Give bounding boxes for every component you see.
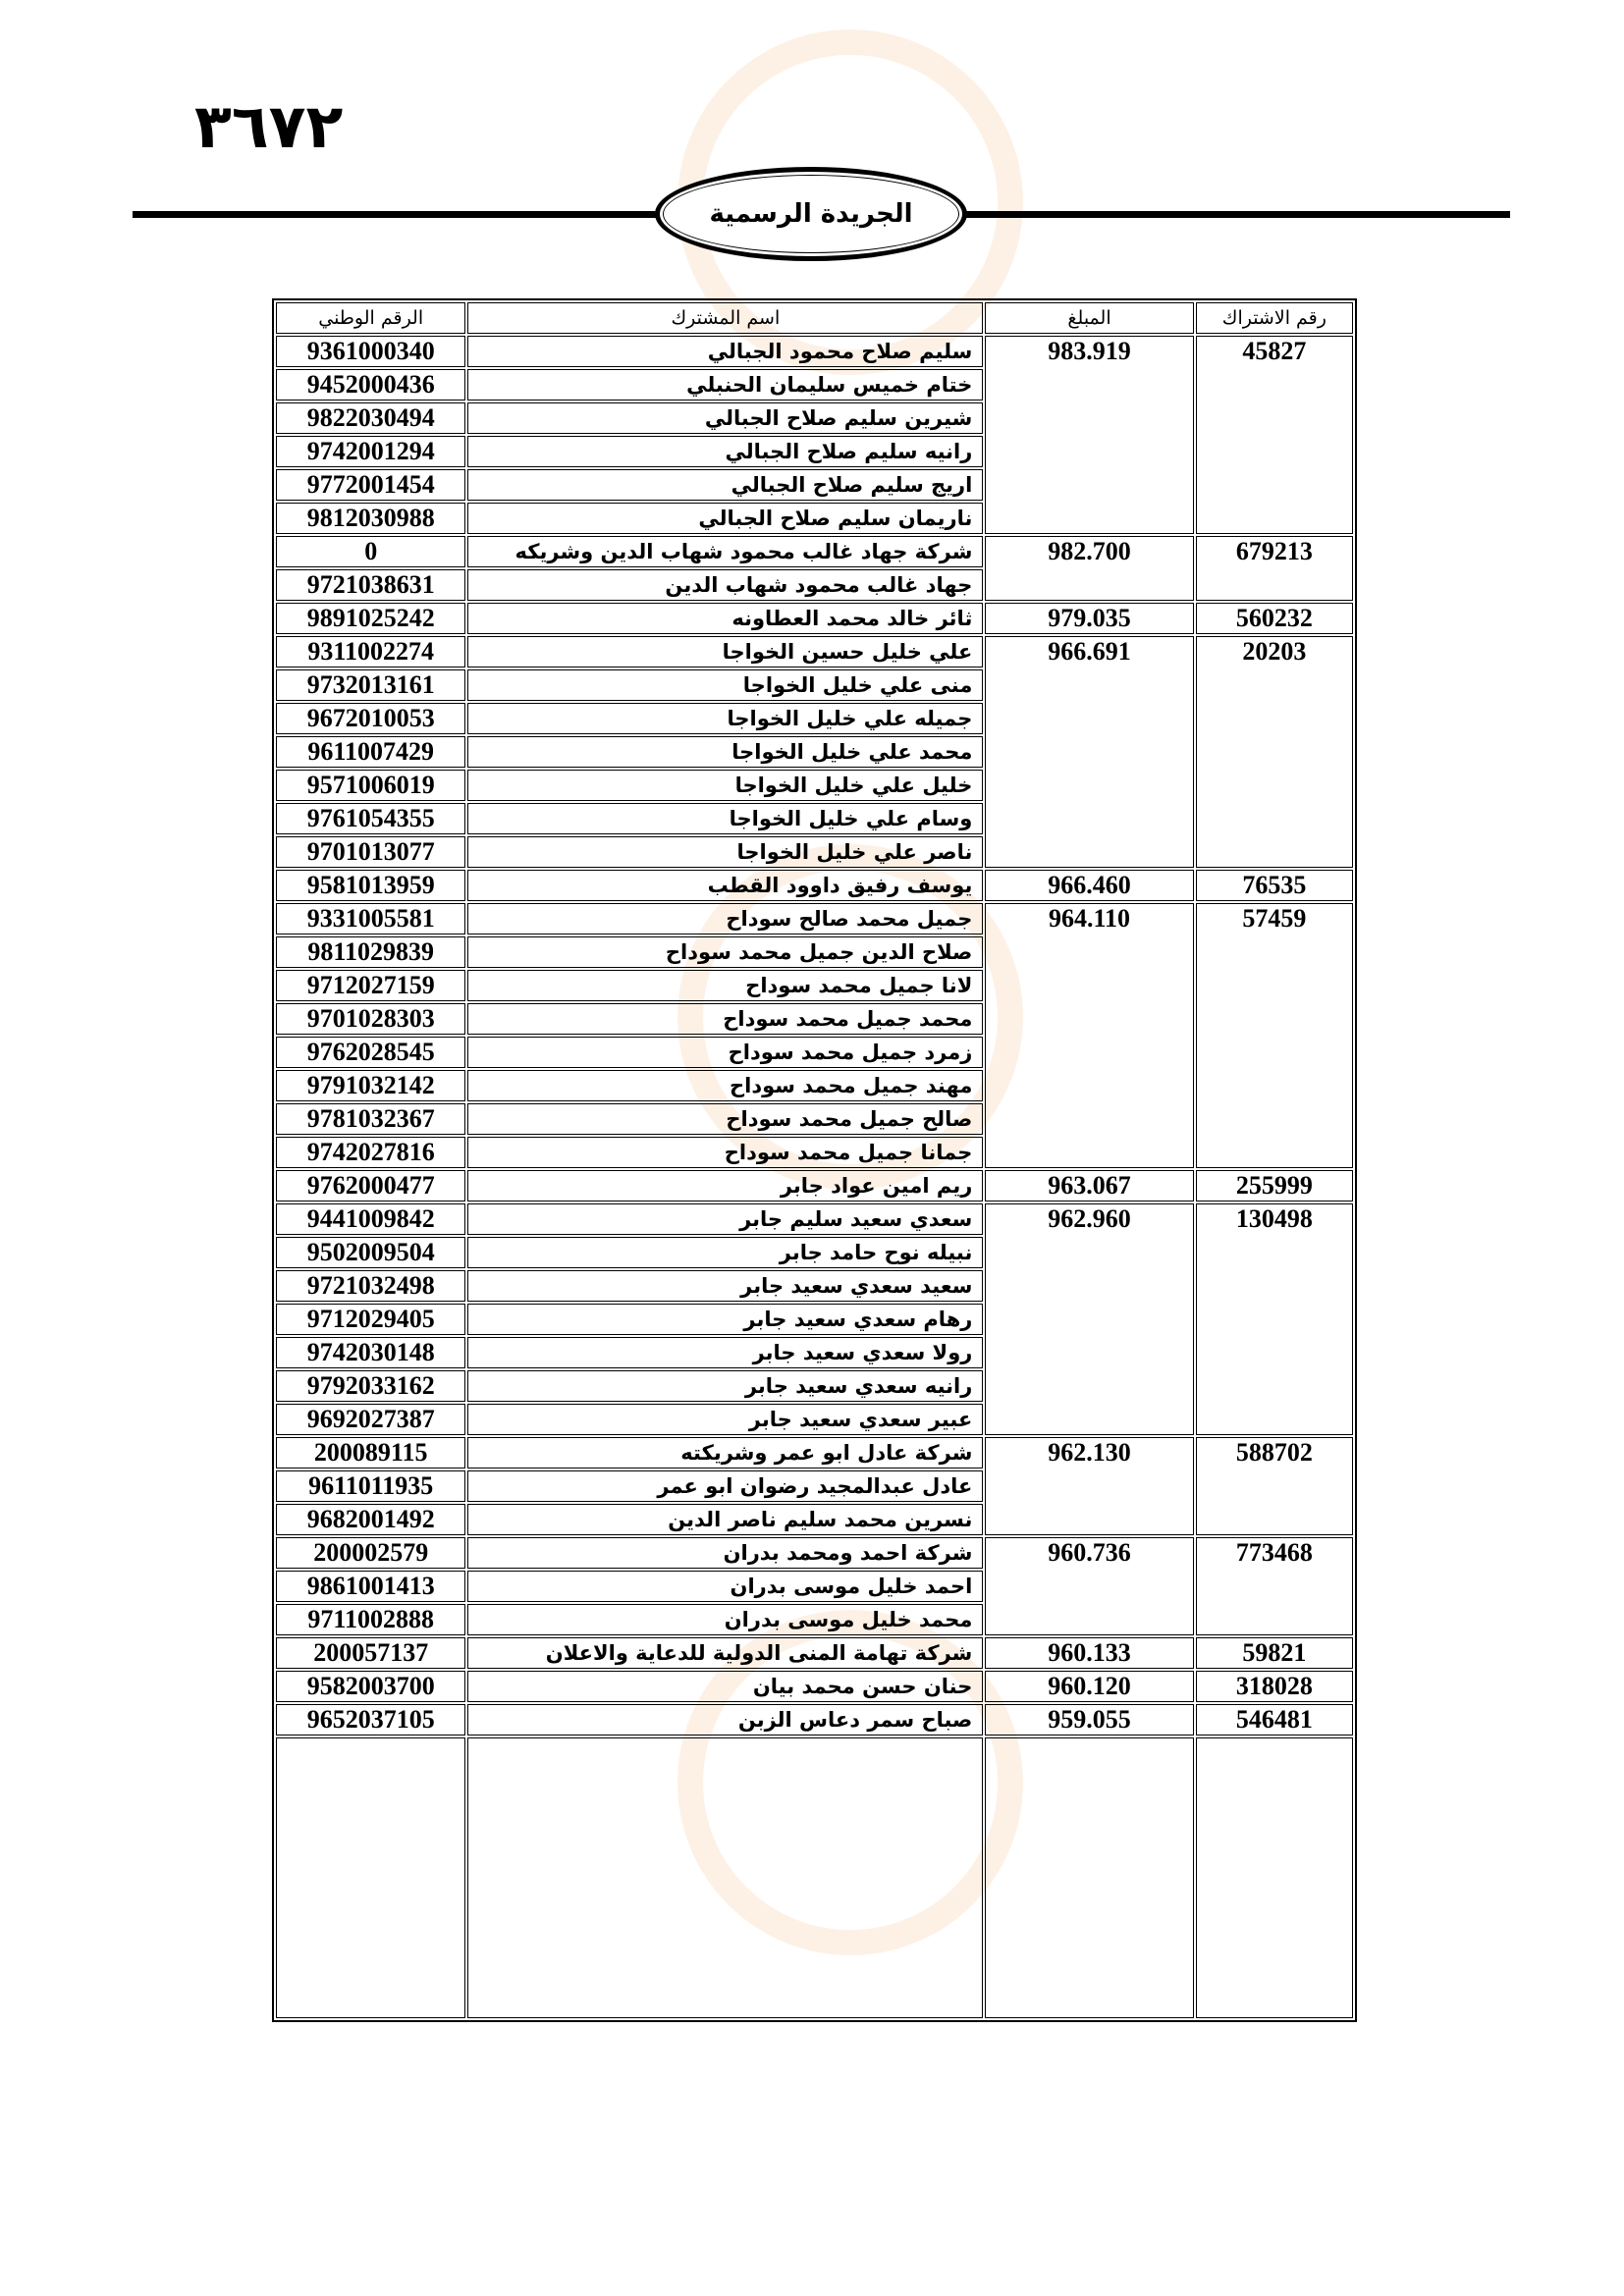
amount: 962.130 [985, 1437, 1193, 1535]
table-row [276, 1704, 1353, 1735]
national-id: 9762000477 [276, 1170, 465, 1201]
national-id: 9682001492 [276, 1504, 465, 1535]
empty-cell [985, 1737, 1193, 2018]
amount: 962.960 [985, 1203, 1193, 1435]
subscriber-name: يوسف رفيق داوود القطب [467, 870, 983, 901]
national-id: 9742001294 [276, 436, 465, 467]
amount: 963.067 [985, 1170, 1193, 1201]
national-id: 9761054355 [276, 803, 465, 834]
table-row [276, 1437, 1353, 1468]
national-id: 9452000436 [276, 369, 465, 400]
subscriber-name: نسرين محمد سليم ناصر الدين [467, 1504, 983, 1535]
national-id: 9762028545 [276, 1037, 465, 1068]
subscriber-name: مهند جميل محمد سوداح [467, 1070, 983, 1101]
table-row [276, 903, 1353, 934]
subscriber-name: نبيله نوح حامد جابر [467, 1237, 983, 1268]
subscriber-name: خليل علي خليل الخواجا [467, 770, 983, 801]
national-id: 9861001413 [276, 1571, 465, 1602]
amount: 960.133 [985, 1637, 1193, 1669]
national-id: 200089115 [276, 1437, 465, 1468]
subscriber-name: جميله علي خليل الخواجا [467, 703, 983, 734]
national-id: 9701013077 [276, 836, 465, 868]
table-row [276, 636, 1353, 667]
subscription-number: 59821 [1196, 1637, 1353, 1669]
national-id: 9811029839 [276, 936, 465, 968]
national-id: 9742027816 [276, 1137, 465, 1168]
table-body [276, 336, 1353, 2018]
empty-row [276, 1737, 1353, 2018]
national-id: 9721032498 [276, 1270, 465, 1302]
table-row [276, 1170, 1353, 1201]
amount: 983.919 [985, 336, 1193, 534]
subscriber-name: محمد خليل موسى بدران [467, 1604, 983, 1635]
amount: 960.120 [985, 1671, 1193, 1702]
subscriber-name: سعدي سعيد سليم جابر [467, 1203, 983, 1235]
table-row [276, 1537, 1353, 1569]
subscription-number: 318028 [1196, 1671, 1353, 1702]
subscriber-name: ناصر علي خليل الخواجا [467, 836, 983, 868]
table-row [276, 536, 1353, 567]
subscription-number: 546481 [1196, 1704, 1353, 1735]
subscriber-name: سليم صلاح محمود الجبالي [467, 336, 983, 367]
national-id: 9582003700 [276, 1671, 465, 1702]
subscriber-name: احمد خليل موسى بدران [467, 1571, 983, 1602]
subscriber-name: محمد جميل محمد سوداح [467, 1003, 983, 1035]
table-row [276, 1671, 1353, 1702]
table-row [276, 1203, 1353, 1235]
national-id: 9672010053 [276, 703, 465, 734]
header-national-id: الرقم الوطني [276, 302, 465, 334]
subscriber-name: رهام سعدي سعيد جابر [467, 1304, 983, 1335]
subscriber-name: عبير سعدي سعيد جابر [467, 1404, 983, 1435]
amount: 966.691 [985, 636, 1193, 868]
subscriber-name: محمد علي خليل الخواجا [467, 736, 983, 768]
national-id: 9311002274 [276, 636, 465, 667]
subscriber-name: علي خليل حسين الخواجا [467, 636, 983, 667]
subscriber-name: شركة تهامة المنى الدولية للدعاية والاعلان [467, 1637, 983, 1669]
subscriber-name: حنان حسن محمد بيان [467, 1671, 983, 1702]
table-row [276, 336, 1353, 367]
table-header-row [276, 302, 1353, 334]
header-name: اسم المشترك [467, 302, 983, 334]
national-id: 9331005581 [276, 903, 465, 934]
subscriber-name: جهاد غالب محمود شهاب الدين [467, 569, 983, 601]
national-id: 0 [276, 536, 465, 567]
amount: 966.460 [985, 870, 1193, 901]
amount: 982.700 [985, 536, 1193, 601]
national-id: 9772001454 [276, 469, 465, 501]
national-id: 9891025242 [276, 603, 465, 634]
header-title: الجريدة الرسمية [709, 199, 913, 229]
subscriber-name: ثائر خالد محمد العطاونه [467, 603, 983, 634]
subscriber-name: سعيد سعدي سعيد جابر [467, 1270, 983, 1302]
table-row [276, 870, 1353, 901]
subscriber-name: ريم امين عواد جابر [467, 1170, 983, 1201]
national-id: 9721038631 [276, 569, 465, 601]
subscriber-name: صالح جميل محمد سوداح [467, 1103, 983, 1135]
subscriber-name: جميل محمد صالح سوداح [467, 903, 983, 934]
subscriber-name: منى علي خليل الخواجا [467, 669, 983, 701]
national-id: 9712027159 [276, 970, 465, 1001]
national-id: 9441009842 [276, 1203, 465, 1235]
national-id: 9792033162 [276, 1370, 465, 1402]
subscriber-name: عادل عبدالمجيد رضوان ابو عمر [467, 1470, 983, 1502]
subscriber-name: زمرد جميل محمد سوداح [467, 1037, 983, 1068]
national-id: 9692027387 [276, 1404, 465, 1435]
subscriber-name: لانا جميل محمد سوداح [467, 970, 983, 1001]
amount: 964.110 [985, 903, 1193, 1168]
subscription-number: 588702 [1196, 1437, 1353, 1535]
subscriber-name: ناريمان سليم صلاح الجبالي [467, 503, 983, 534]
subscription-number: 130498 [1196, 1203, 1353, 1435]
subscription-number: 773468 [1196, 1537, 1353, 1635]
national-id: 9732013161 [276, 669, 465, 701]
amount: 979.035 [985, 603, 1193, 634]
national-id: 9812030988 [276, 503, 465, 534]
empty-cell [467, 1737, 983, 2018]
empty-cell [1196, 1737, 1353, 2018]
national-id: 9652037105 [276, 1704, 465, 1735]
subscriber-name: اريج سليم صلاح الجبالي [467, 469, 983, 501]
national-id: 9791032142 [276, 1070, 465, 1101]
national-id: 9711002888 [276, 1604, 465, 1635]
header-amount: المبلغ [985, 302, 1193, 334]
subscriber-name: شيرين سليم صلاح الجبالي [467, 402, 983, 434]
national-id: 9581013959 [276, 870, 465, 901]
subscriber-name: صلاح الدين جميل محمد سوداح [467, 936, 983, 968]
amount: 960.736 [985, 1537, 1193, 1635]
national-id: 9611011935 [276, 1470, 465, 1502]
subscription-number: 679213 [1196, 536, 1353, 601]
subscriber-name: صباح سمر دعاس الزبن [467, 1704, 983, 1735]
header-oval [655, 167, 967, 261]
amount: 959.055 [985, 1704, 1193, 1735]
national-id: 9781032367 [276, 1103, 465, 1135]
subscription-number: 255999 [1196, 1170, 1353, 1201]
subscription-number: 560232 [1196, 603, 1353, 634]
subscriber-name: جمانا جميل محمد سوداح [467, 1137, 983, 1168]
national-id: 200002579 [276, 1537, 465, 1569]
subscriber-name: وسام علي خليل الخواجا [467, 803, 983, 834]
subscription-number: 76535 [1196, 870, 1353, 901]
header-subscription: رقم الاشتراك [1196, 302, 1353, 334]
subscriber-name: رولا سعدي سعيد جابر [467, 1337, 983, 1368]
table-row [276, 603, 1353, 634]
national-id: 9822030494 [276, 402, 465, 434]
national-id: 9502009504 [276, 1237, 465, 1268]
national-id: 9611007429 [276, 736, 465, 768]
national-id: 9571006019 [276, 770, 465, 801]
subscriber-name: شركة جهاد غالب محمود شهاب الدين وشريكه [467, 536, 983, 567]
subscriber-name: شركة عادل ابو عمر وشريكته [467, 1437, 983, 1468]
subscriber-name: ختام خميس سليمان الحنبلي [467, 369, 983, 400]
subscription-number: 20203 [1196, 636, 1353, 868]
subscriber-name: رانيه سليم صلاح الجبالي [467, 436, 983, 467]
national-id: 9701028303 [276, 1003, 465, 1035]
subscription-number: 45827 [1196, 336, 1353, 534]
empty-cell [276, 1737, 465, 2018]
page-number: ٣٦٧٢ [194, 90, 344, 162]
national-id: 9361000340 [276, 336, 465, 367]
subscriber-name: شركة احمد ومحمد بدران [467, 1537, 983, 1569]
national-id: 9712029405 [276, 1304, 465, 1335]
national-id: 200057137 [276, 1637, 465, 1669]
national-id: 9742030148 [276, 1337, 465, 1368]
table-row [276, 1637, 1353, 1669]
subscription-number: 57459 [1196, 903, 1353, 1168]
subscriber-name: رانيه سعدي سعيد جابر [467, 1370, 983, 1402]
subscribers-table [272, 298, 1357, 2022]
